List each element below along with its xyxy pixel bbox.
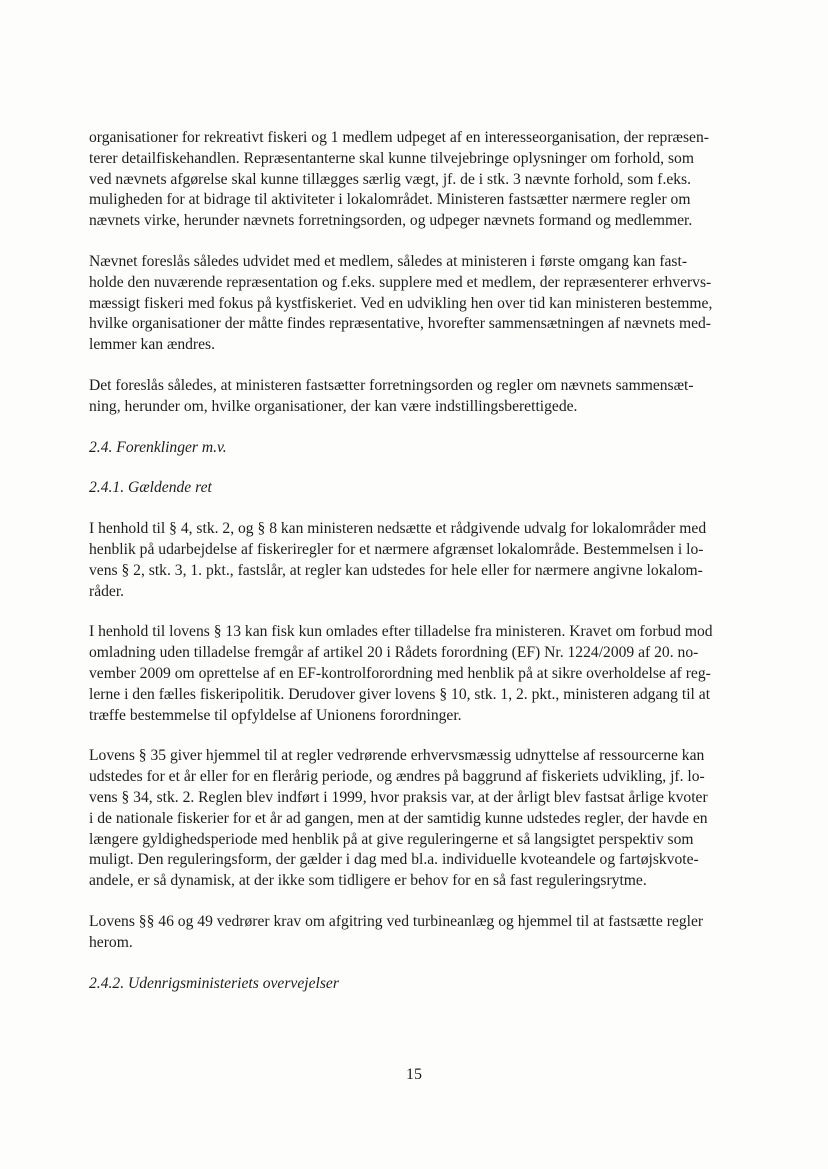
text-line: i de nationale fiskerier for et år ad gangen, men at der samtidig kunne udstedes regler, der havde en	[89, 809, 708, 827]
body-text	[89, 128, 739, 1014]
text-line: I henhold til § 4, stk. 2, og § 8 kan ministeren nedsætte et rådgivende udvalg for lokalområder med	[89, 520, 707, 538]
text-line: muligheden for at bidrage til aktiviteter i lokalområdet. Ministeren fastsætter nærmere regler om	[89, 191, 691, 209]
text-line: Nævnet foreslås således udvidet med et medlem, således at ministeren i første omgang kan fast-	[89, 252, 688, 270]
paragraph	[89, 376, 739, 418]
text-line: træffe bestemmelse til opfyldelse af Unionens forordninger.	[89, 706, 462, 724]
text-line: herom.	[89, 933, 133, 951]
paragraph	[89, 128, 739, 232]
text-line: vens § 2, stk. 3, 1. pkt., fastslår, at regler kan udstedes for hele eller for nærmere angivne lokalom-	[89, 561, 703, 579]
text-line: Lovens § 35 giver hjemmel til at regler vedrørende erhvervsmæssig udnyttelse af ressourcerne kan	[89, 747, 705, 765]
page-number: 15	[406, 1066, 422, 1083]
text-line: muligt. Den reguleringsform, der gælder i dag med bl.a. individuelle kvoteandele og fartøjskvote-	[89, 851, 699, 869]
text-line: henblik på udarbejdelse af fiskeriregler for et nærmere afgrænset lokalområde. Bestemmelsen i lo-	[89, 540, 704, 558]
text-line: andele, er så dynamisk, at der ikke som tidligere er behov for en så fast reguleringsrytme.	[89, 872, 647, 890]
text-line: omladning uden tilladelse fremgår af artikel 20 i Rådets forordning (EF) Nr. 1224/2009 af 20. no-	[89, 644, 699, 662]
text-line: nævnets virke, herunder nævnets forretningsorden, og udpeger nævnets formand og medlemmer.	[89, 212, 693, 230]
text-line: ning, herunder om, hvilke organisationer, der kan være indstillingsberettigede.	[89, 397, 578, 415]
section-heading	[89, 974, 739, 995]
paragraph	[89, 746, 739, 892]
text-line: vember 2009 om oprettelse af en EF-kontrolforordning med henblik på at sikre overholdelse af reg-	[89, 664, 711, 682]
text-line: vens § 34, stk. 2. Reglen blev indført i 1999, hvor praksis var, at der årligt blev fastsat årlige kvoter	[89, 788, 708, 806]
text-line: 2.4.1. Gældende ret	[89, 479, 212, 497]
text-line: ved nævnets afgørelse skal kunne tillægges særlig vægt, jf. de i stk. 3 nævnte forhold, som f.eks.	[89, 170, 692, 188]
text-line: hvilke organisationer der måtte findes repræsentative, hvorefter sammensætningen af nævnets med-	[89, 315, 711, 333]
text-line: organisationer for rekreativt fiskeri og 1 medlem udpeget af en interesseorganisation, der repræsen-	[89, 129, 709, 146]
paragraph	[89, 252, 739, 356]
text-line: mæssigt fiskeri med fokus på kystfiskeriet. Ved en udvikling hen over tid kan ministeren bestemme,	[89, 294, 713, 312]
text-line: 2.4.2. Udenrigsministeriets overvejelser	[89, 974, 339, 992]
section-heading	[89, 478, 739, 499]
paragraph	[89, 622, 739, 726]
section-heading	[89, 438, 739, 459]
text-line: 2.4. Forenklinger m.v.	[89, 438, 227, 456]
text-line: råder.	[89, 582, 125, 600]
text-line: udstedes for et år eller for en flerårig periode, og ændres på baggrund af fiskeriets udvikling, jf. lo-	[89, 768, 705, 786]
text-line: Lovens §§ 46 og 49 vedrører krav om afgitring ved turbineanlæg og hjemmel til at fastsætte regler	[89, 912, 704, 930]
paragraph	[89, 912, 739, 954]
text-line: holde den nuværende repræsentation og f.eks. supplere med et medlem, der repræsenterer erhvervs-	[89, 273, 712, 291]
text-line: Det foreslås således, at ministeren fastsætter forretningsorden og regler om nævnets sammensæt-	[89, 376, 694, 394]
text-line: terer detailfiskehandlen. Repræsentanterne skal kunne tilvejebringe oplysninger om forhold, som	[89, 149, 694, 167]
text-line: lerne i den fælles fiskeripolitik. Derudover giver lovens § 10, stk. 1, 2. pkt., ministeren adgang til at	[89, 685, 711, 703]
text-line: lemmer kan ændres.	[89, 336, 216, 354]
text-line: længere gyldighedsperiode med henblik på at give reguleringerne et så langsigtet perspektiv som	[89, 830, 694, 848]
text-line: I henhold til lovens § 13 kan fisk kun omlades efter tilladelse fra ministeren. Kravet om forbud mod	[89, 623, 713, 641]
paragraph	[89, 519, 739, 602]
